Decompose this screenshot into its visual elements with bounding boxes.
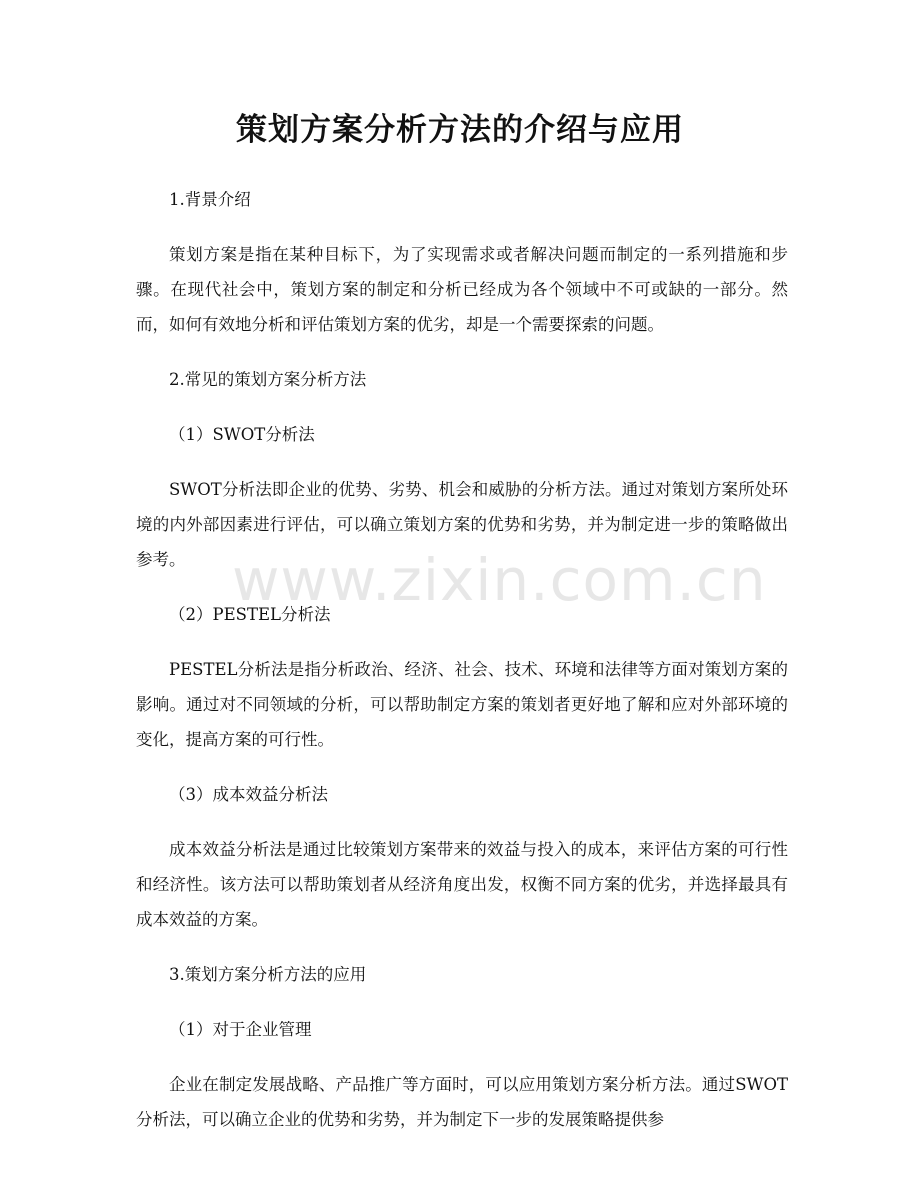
section-heading-methods: 2.常见的策划方案分析方法 xyxy=(169,370,367,389)
subheading-enterprise: （1）对于企业管理 xyxy=(169,1020,312,1039)
paragraph-swot: SWOT分析法即企业的优势、劣势、机会和威胁的分析方法。通过对策划方案所处环境的内外部因素进行评估，可以确立策划方案的优势和劣势，并为制定进一步的策略做出参考。 xyxy=(136,480,788,569)
watermark-text: www.zixin.com.cn xyxy=(232,546,767,614)
subheading-swot: （1）SWOT分析法 xyxy=(169,425,315,444)
section-heading-background: 1.背景介绍 xyxy=(169,190,251,209)
subheading-cost-benefit: （3）成本效益分析法 xyxy=(169,785,328,804)
paragraph-enterprise: 企业在制定发展战略、产品推广等方面时，可以应用策划方案分析方法。通过SWOT分析法，可以确立企业的优势和劣势，并为制定下一步的发展策略提供参 xyxy=(136,1075,788,1129)
paragraph-cost-benefit: 成本效益分析法是通过比较策划方案带来的效益与投入的成本，来评估方案的可行性和经济性。该方法可以帮助策划者从经济角度出发，权衡不同方案的优劣，并选择最具有成本效益的方案。 xyxy=(136,840,788,929)
section-heading-application: 3.策划方案分析方法的应用 xyxy=(169,965,367,984)
document-title: 策划方案分析方法的介绍与应用 xyxy=(236,112,684,148)
paragraph-pestel: PESTEL分析法是指分析政治、经济、社会、技术、环境和法律等方面对策划方案的影响。通过对不同领域的分析，可以帮助制定方案的策划者更好地了解和应对外部环境的变化，提高方案的可行性。 xyxy=(136,660,788,749)
document-body xyxy=(136,182,788,1157)
subheading-pestel: （2）PESTEL分析法 xyxy=(169,605,331,624)
paragraph-background: 策划方案是指在某种目标下，为了实现需求或者解决问题而制定的一系列措施和步骤。在现代社会中，策划方案的制定和分析已经成为各个领域中不可或缺的一部分。然而，如何有效地分析和评估策划方案的优劣，却是一个需要探索的问题。 xyxy=(136,245,788,334)
